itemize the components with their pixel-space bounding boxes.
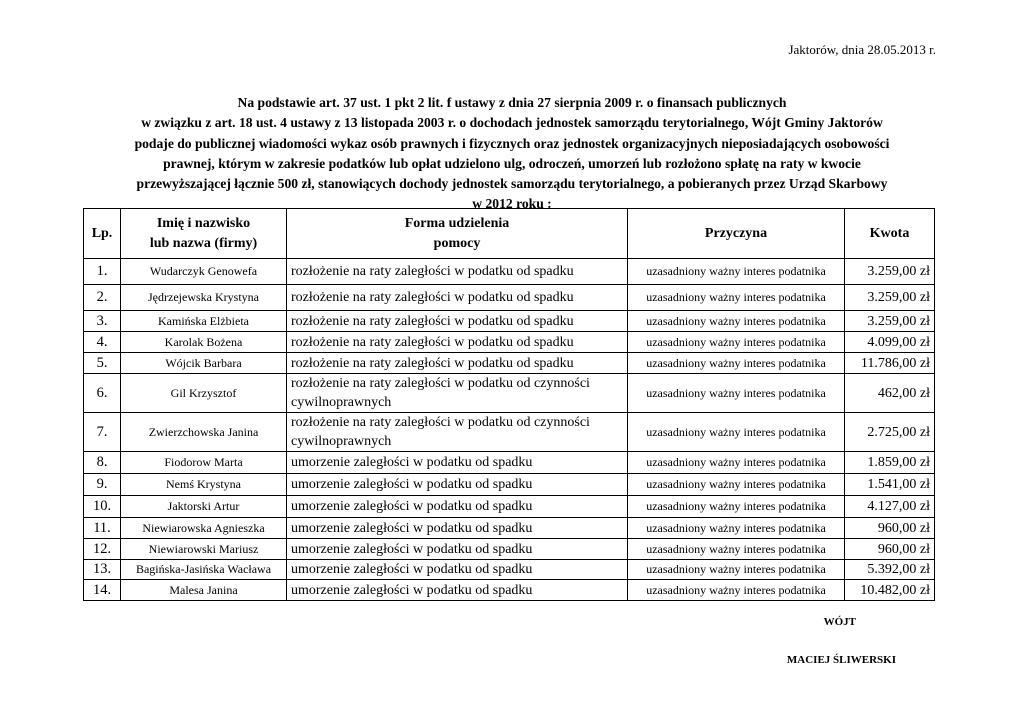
- row-name: Bagińska-Jasińska Wacława: [121, 560, 287, 580]
- table-body: [84, 259, 935, 601]
- row-amount: 3.259,00 zł: [845, 311, 935, 332]
- row-reason: uzasadniony ważny interes podatnika: [628, 474, 845, 496]
- row-reason: uzasadniony ważny interes podatnika: [628, 332, 845, 353]
- row-lp: 1.: [84, 259, 121, 285]
- intro-line: w związku z art. 18 ust. 4 ustawy z 13 listopada 2003 r. o dochodach jednostek samorządu terytorialnego, Wójt Gminy Jaktorów: [141, 115, 883, 131]
- row-reason: uzasadniony ważny interes podatnika: [628, 374, 845, 413]
- row-name: Malesa Janina: [121, 580, 287, 601]
- table-row: [84, 311, 935, 332]
- row-forma: umorzenie zaległości w podatku od spadku: [287, 518, 628, 539]
- header-name: [121, 209, 287, 259]
- row-reason: uzasadniony ważny interes podatnika: [628, 285, 845, 311]
- row-lp: 10.: [84, 496, 121, 518]
- table-row: [84, 285, 935, 311]
- intro-line: przewyższającej łącznie 500 zł, stanowiących dochody jednostek samorządu terytorialnego, a pobieranych przez Urząd Skarbowy: [136, 176, 888, 192]
- row-lp: 3.: [84, 311, 121, 332]
- row-amount: 1.541,00 zł: [845, 474, 935, 496]
- row-amount: 1.859,00 zł: [845, 452, 935, 474]
- row-lp: 5.: [84, 353, 121, 374]
- row-forma: rozłożenie na raty zaległości w podatku od spadku: [287, 259, 628, 285]
- row-forma: rozłożenie na raty zaległości w podatku od spadku: [287, 332, 628, 353]
- row-amount: 2.725,00 zł: [845, 413, 935, 452]
- table-row: [84, 560, 935, 580]
- row-reason: uzasadniony ważny interes podatnika: [628, 353, 845, 374]
- header-forma-line1: Forma udzielenia: [404, 215, 510, 231]
- row-forma: umorzenie zaległości w podatku od spadku: [287, 580, 628, 601]
- row-lp: 2.: [84, 285, 121, 311]
- table-row: [84, 374, 935, 413]
- row-lp: 9.: [84, 474, 121, 496]
- row-amount: 3.259,00 zł: [845, 285, 935, 311]
- row-amount: 11.786,00 zł: [845, 353, 935, 374]
- row-amount: 960,00 zł: [845, 539, 935, 560]
- header-name-line1: Imię i nazwisko: [156, 215, 251, 231]
- row-forma: umorzenie zaległości w podatku od spadku: [287, 496, 628, 518]
- table-row: [84, 353, 935, 374]
- row-name: Jaktorski Artur: [121, 496, 287, 518]
- row-forma: rozłożenie na raty zaległości w podatku od czynności cywilnoprawnych: [287, 374, 628, 413]
- signature-name: MACIEJ ŚLIWERSKI: [786, 654, 896, 666]
- row-lp: 14.: [84, 580, 121, 601]
- row-name: Niewiarowski Mariusz: [121, 539, 287, 560]
- row-reason: uzasadniony ważny interes podatnika: [628, 259, 845, 285]
- row-name: Kamińska Elżbieta: [121, 311, 287, 332]
- table-row: [84, 413, 935, 452]
- intro-line: prawnej, którym w zakresie podatków lub opłat udzielono ulg, odroczeń, umorzeń lub rozłożono spłatę na raty w kwocie: [163, 155, 861, 171]
- row-lp: 13.: [84, 560, 121, 580]
- row-lp: 6.: [84, 374, 121, 413]
- header-lp: Lp.: [84, 209, 121, 259]
- table-row: [84, 332, 935, 353]
- row-forma: rozłożenie na raty zaległości w podatku od czynności cywilnoprawnych: [287, 413, 628, 452]
- row-reason: uzasadniony ważny interes podatnika: [628, 518, 845, 539]
- row-name: Fiodorow Marta: [121, 452, 287, 474]
- row-lp: 12.: [84, 539, 121, 560]
- row-amount: 960,00 zł: [845, 518, 935, 539]
- row-reason: uzasadniony ważny interes podatnika: [628, 539, 845, 560]
- row-forma: umorzenie zaległości w podatku od spadku: [287, 560, 628, 580]
- table-row: [84, 259, 935, 285]
- row-name: Gil Krzysztof: [121, 374, 287, 413]
- row-name: Karolak Bożena: [121, 332, 287, 353]
- row-reason: uzasadniony ważny interes podatnika: [628, 496, 845, 518]
- row-name: Nemś Krystyna: [121, 474, 287, 496]
- row-name: Wudarczyk Genowefa: [121, 259, 287, 285]
- document-date: Jaktorów, dnia 28.05.2013 r.: [788, 42, 936, 57]
- row-reason: uzasadniony ważny interes podatnika: [628, 560, 845, 580]
- table-header-row: [84, 209, 935, 259]
- row-lp: 7.: [84, 413, 121, 452]
- row-reason: uzasadniony ważny interes podatnika: [628, 413, 845, 452]
- header-forma-line2: pomocy: [433, 235, 481, 251]
- row-reason: uzasadniony ważny interes podatnika: [628, 580, 845, 601]
- relief-table: [83, 208, 935, 601]
- row-reason: uzasadniony ważny interes podatnika: [628, 311, 845, 332]
- row-amount: 4.127,00 zł: [845, 496, 935, 518]
- row-name: Jędrzejewska Krystyna: [121, 285, 287, 311]
- row-amount: 4.099,00 zł: [845, 332, 935, 353]
- header-forma: [287, 209, 628, 259]
- row-amount: 10.482,00 zł: [845, 580, 935, 601]
- table-row: [84, 539, 935, 560]
- row-name: Wójcik Barbara: [121, 353, 287, 374]
- signature-title: WÓJT: [823, 616, 856, 628]
- table-row: [84, 518, 935, 539]
- intro-line: podaje do publicznej wiadomości wykaz osób prawnych i fizycznych oraz jednostek organizacyjnych nieposiadających osobowości: [134, 135, 890, 151]
- row-forma: umorzenie zaległości w podatku od spadku: [287, 539, 628, 560]
- table-row: [84, 474, 935, 496]
- table-row: [84, 452, 935, 474]
- intro-line: Na podstawie art. 37 ust. 1 pkt 2 lit. f ustawy z dnia 27 sierpnia 2009 r. o finansach publicznych: [237, 95, 787, 110]
- row-name: Niewiarowska Agnieszka: [121, 518, 287, 539]
- row-name: Zwierzchowska Janina: [121, 413, 287, 452]
- row-reason: uzasadniony ważny interes podatnika: [628, 452, 845, 474]
- row-amount: 5.392,00 zł: [845, 560, 935, 580]
- row-lp: 11.: [84, 518, 121, 539]
- header-amount: Kwota: [845, 209, 935, 259]
- table-row: [84, 580, 935, 601]
- header-reason: Przyczyna: [628, 209, 845, 259]
- intro-paragraph: [84, 93, 940, 215]
- row-forma: umorzenie zaległości w podatku od spadku: [287, 452, 628, 474]
- row-forma: umorzenie zaległości w podatku od spadku: [287, 474, 628, 496]
- intro-line: w 2012 roku :: [472, 196, 552, 212]
- row-amount: 3.259,00 zł: [845, 259, 935, 285]
- row-forma: rozłożenie na raty zaległości w podatku od spadku: [287, 353, 628, 374]
- header-name-line2: lub nazwa (firmy): [149, 235, 258, 251]
- row-forma: rozłożenie na raty zaległości w podatku od spadku: [287, 285, 628, 311]
- row-amount: 462,00 zł: [845, 374, 935, 413]
- table-row: [84, 496, 935, 518]
- row-lp: 8.: [84, 452, 121, 474]
- row-forma: rozłożenie na raty zaległości w podatku od spadku: [287, 311, 628, 332]
- row-lp: 4.: [84, 332, 121, 353]
